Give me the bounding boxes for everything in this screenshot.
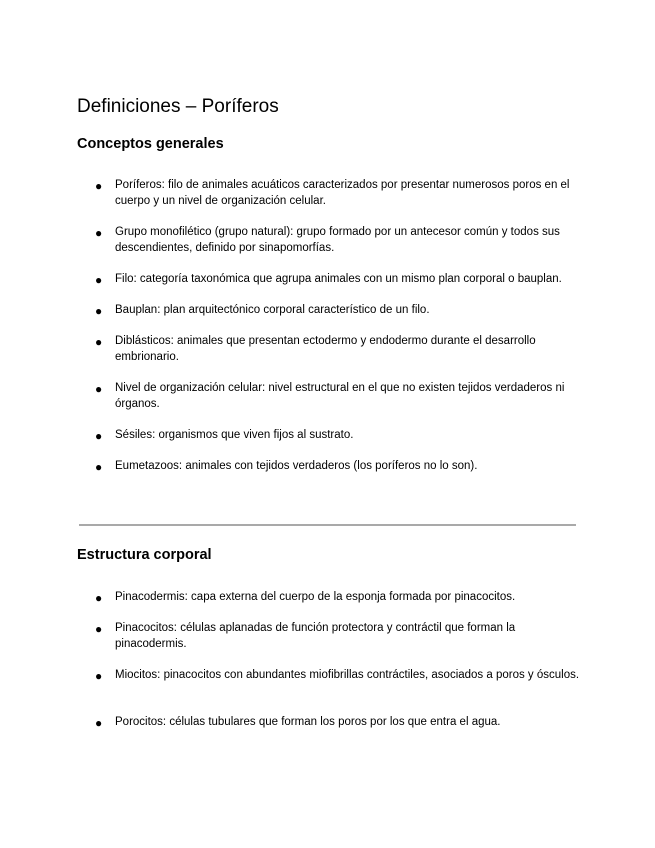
list-item	[0, 272, 655, 303]
definition-text: Porocitos: células tubulares que forman los poros por los que entra el agua.	[115, 716, 501, 728]
definition-text: Eumetazoos: animales con tejidos verdaderos (los poríferos no lo son).	[115, 460, 478, 472]
list-item	[0, 178, 655, 225]
definition-text: Poríferos: filo de animales acuáticos caracterizados por presentar numerosos poros en el cuerpo y un nivel de organización celular.	[115, 179, 570, 207]
list-item	[0, 668, 655, 715]
bullet-icon: ●	[95, 460, 103, 474]
definition-text: Nivel de organización celular: nivel estructural en el que no existen tejidos verdaderos ni órganos.	[115, 382, 565, 410]
bullet-icon: ●	[95, 669, 103, 683]
list-item	[0, 621, 655, 668]
list-item	[0, 459, 655, 490]
bullet-icon: ●	[95, 716, 103, 730]
definition-text: Filo: categoría taxonómica que agrupa animales con un mismo plan corporal o bauplan.	[115, 273, 562, 285]
section-heading-conceptos-generales: Conceptos generales	[77, 136, 224, 152]
section-heading-estructura-corporal: Estructura corporal	[77, 547, 212, 563]
definition-text: Miocitos: pinacocitos con abundantes miofibrillas contráctiles, asociados a poros y ósculos.	[115, 669, 580, 681]
bullet-icon: ●	[95, 335, 103, 349]
definition-list-estructura-corporal	[0, 590, 655, 746]
bullet-icon: ●	[95, 429, 103, 443]
horizontal-divider	[79, 524, 576, 526]
definition-text: Sésiles: organismos que viven fijos al sustrato.	[115, 429, 354, 441]
definition-text: Pinacocitos: células aplanadas de función protectora y contráctil que forman la pinacodermis.	[115, 622, 516, 650]
list-item	[0, 303, 655, 334]
bullet-icon: ●	[95, 226, 103, 240]
definition-text: Diblásticos: animales que presentan ectodermo y endodermo durante el desarrollo embrionario.	[115, 335, 536, 363]
list-item	[0, 334, 655, 381]
list-item	[0, 715, 655, 746]
list-item	[0, 381, 655, 428]
bullet-icon: ●	[95, 591, 103, 605]
list-item	[0, 590, 655, 621]
list-item	[0, 225, 655, 272]
bullet-icon: ●	[95, 382, 103, 396]
bullet-icon: ●	[95, 179, 103, 193]
definition-text: Pinacodermis: capa externa del cuerpo de la esponja formada por pinacocitos.	[115, 591, 516, 603]
bullet-icon: ●	[95, 622, 103, 636]
bullet-icon: ●	[95, 273, 103, 287]
definition-text: Grupo monofilético (grupo natural): grupo formado por un antecesor común y todos sus descendientes, definido por sinapomorfías.	[115, 226, 560, 254]
definition-list-conceptos-generales	[0, 178, 655, 490]
bullet-icon: ●	[95, 304, 103, 318]
list-item	[0, 428, 655, 459]
document-title: Definiciones – Poríferos	[77, 96, 279, 117]
definition-text: Bauplan: plan arquitectónico corporal característico de un filo.	[115, 304, 430, 316]
